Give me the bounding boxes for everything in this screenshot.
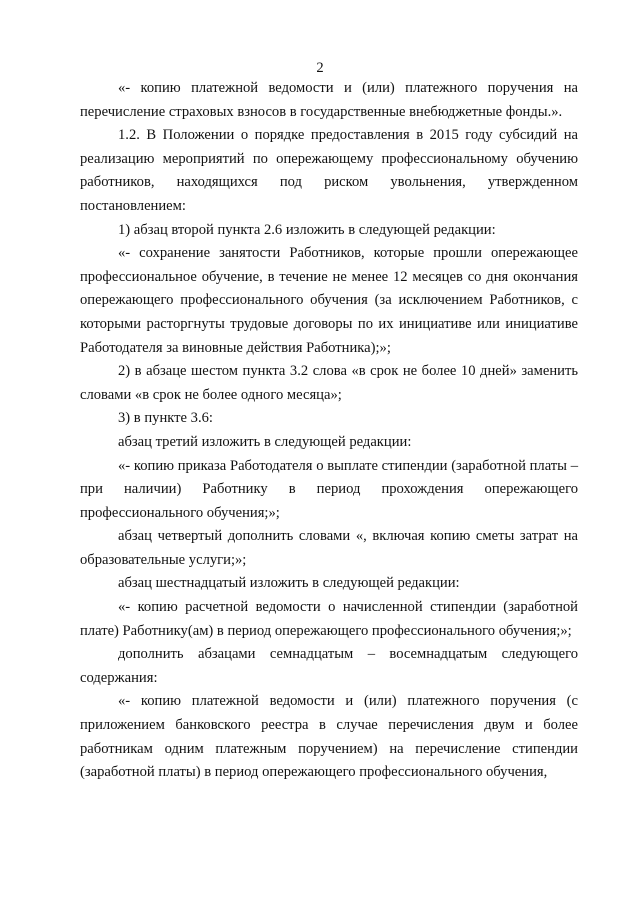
paragraph: 3) в пункте 3.6: [118, 410, 213, 427]
paragraph: дополнить абзацами семнадцатым – восемнадцатым следующего содержания: [80, 646, 578, 686]
paragraph: абзац четвертый дополнить словами «, включая копию сметы затрат на образовательные услуги;»; [80, 528, 578, 568]
paragraph: абзац шестнадцатый изложить в следующей редакции: [118, 575, 460, 592]
paragraph: абзац третий изложить в следующей редакции: [118, 433, 412, 450]
document-body [80, 77, 578, 785]
paragraph: «- копию приказа Работодателя о выплате стипендии (заработной платы – при наличии) Работнику в период прохождения опережающего профессионального обучения;»; [80, 457, 578, 521]
paragraph: 1.2. В Положении о порядке предоставления в 2015 году субсидий на реализацию мероприятий по опережающему профессиональному обучению работников, находящихся под риском увольнения, утвержденном постановлением: [80, 127, 578, 214]
paragraph: 2) в абзаце шестом пункта 3.2 слова «в срок не более 10 дней» заменить словами «в срок не более одного месяца»; [80, 363, 578, 403]
paragraph: «- сохранение занятости Работников, которые прошли опережающее профессиональное обучение, в течение не менее 12 месяцев со дня окончания опережающего профессионального обучения (за исключением Работников, с которыми расторгнуты трудовые договоры по их инициативе или инициативе Работодателя за виновные действия Работника);»; [80, 245, 578, 356]
paragraph: «- копию платежной ведомости и (или) платежного поручения на перечисление страховых взносов в государственные внебюджетные фонды.». [80, 80, 578, 120]
paragraph: 1) абзац второй пункта 2.6 изложить в следующей редакции: [118, 221, 496, 238]
paragraph: «- копию расчетной ведомости о начисленной стипендии (заработной плате) Работнику(ам) в период опережающего профессионального обучения;»; [80, 599, 578, 639]
page-number: 2 [316, 60, 324, 76]
paragraph: «- копию платежной ведомости и (или) платежного поручения (с приложением банковского реестра в случае перечисления двум и более работникам одним платежным поручением) на перечисление стипендии (заработной платы) в период опережающего профессионального обучения, [80, 693, 578, 781]
